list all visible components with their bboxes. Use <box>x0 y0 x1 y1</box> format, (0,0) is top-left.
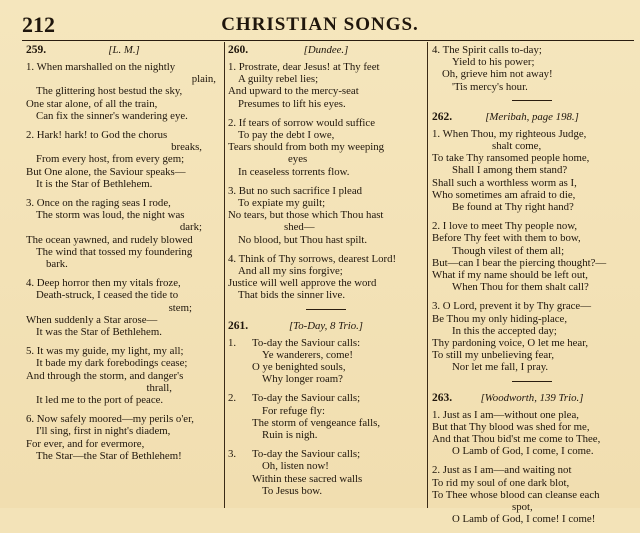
stanza <box>26 129 222 190</box>
verse-line: 1. Prostrate, dear Jesus! at Thy feet <box>228 61 380 73</box>
verse-line: But that Thy blood was shed for me, <box>432 420 590 433</box>
verse-line: thrall, <box>146 381 172 394</box>
verse-line: When Thou for them shalt call? <box>452 281 589 294</box>
verse-line: To pay the debt I owe, <box>238 129 335 142</box>
verse-line: To Jesus bow. <box>262 484 323 497</box>
stanza <box>26 61 222 122</box>
column-divider <box>427 42 428 508</box>
stanza-number: 1. <box>228 336 237 349</box>
verse-line: The wind that tossed my foundering <box>36 245 193 258</box>
verse-line: It is the Star of Bethlehem. <box>36 177 153 190</box>
verse-line: A guilty rebel lies; <box>238 73 319 86</box>
verse-line: And upward to the mercy-seat <box>228 85 359 98</box>
verse-line: One star alone, of all the train, <box>26 97 158 110</box>
hymn-meter: [L. M.] <box>108 44 140 56</box>
hymn-meter: [Woodworth, 139 Trio.] <box>480 391 584 404</box>
verse-line: Be Thou my only hiding-place, <box>432 312 568 325</box>
verse-line: 'Tis mercy's hour. <box>452 80 528 93</box>
verse-line: 4. The Spirit calls to-day; <box>432 44 542 56</box>
page-header <box>0 8 640 38</box>
hymn-meter: [Dundee.] <box>303 44 349 56</box>
verse-line: 4. Deep horror then my vitals froze, <box>26 277 181 290</box>
stanza <box>432 220 632 293</box>
verse-line: And that Thou bid'st me come to Thee, <box>432 433 601 446</box>
column-right <box>432 44 632 533</box>
page-title: CHRISTIAN SONGS. <box>221 14 419 35</box>
verse-line: Yield to his power; <box>452 56 535 69</box>
stanza <box>432 409 632 458</box>
verse-line: To-day the Saviour calls; <box>252 448 361 461</box>
verse-line: What if my name should be left out, <box>432 269 588 282</box>
stanza <box>228 185 424 246</box>
verse-line: Nor let me fall, I pray. <box>452 361 549 374</box>
hymn-heading <box>228 320 424 334</box>
verse-line: Thy pardoning voice, O let me hear, <box>432 337 589 350</box>
verse-line: The storm of vengeance falls, <box>252 416 381 429</box>
verse-line: But—can I bear the piercing thought?— <box>432 256 607 269</box>
verse-line: 2. I love to meet Thy people now, <box>432 220 578 233</box>
verse-line: Oh, grieve him not away! <box>442 68 553 81</box>
verse-line: No tears, but those which Thou hast <box>228 209 384 222</box>
verse-line: Ruin is nigh. <box>262 429 318 442</box>
stanza <box>228 117 424 178</box>
column-left <box>26 44 222 469</box>
verse-line: 3. But no such sacrifice I plead <box>228 184 363 197</box>
stanza <box>432 300 632 373</box>
verse-line: Justice will well approve the word <box>228 277 377 290</box>
hymn-meter: [Meribah, page 198.] <box>485 110 579 123</box>
hymn-number: 263. <box>432 391 453 404</box>
hymn-number: 260. <box>228 44 249 56</box>
verse-line: In this the accepted day; <box>452 324 557 337</box>
stanza-number: 2. <box>228 392 237 405</box>
verse-line: O Lamb of God, I come, I come. <box>452 445 594 458</box>
verse-line: Oh, listen now! <box>262 460 329 473</box>
stanza <box>228 253 424 302</box>
section-separator <box>306 309 346 310</box>
hymn-heading <box>432 392 632 406</box>
verse-line: The glittering host bestud the sky, <box>36 85 183 98</box>
stanza <box>26 277 222 338</box>
verse-line: From every host, from every gem; <box>36 153 185 166</box>
verse-line: To-day the Saviour calls: <box>252 336 361 349</box>
verse-line: spot, <box>512 501 533 514</box>
column-middle <box>228 44 424 504</box>
verse-line: 2. Just as I am—and waiting not <box>432 464 572 477</box>
verse-line: No blood, but Thou hast spilt. <box>238 233 368 246</box>
verse-line: Why longer roam? <box>262 373 343 386</box>
verse-line: bark. <box>46 258 68 271</box>
verse-line: 3. O Lord, prevent it by Thy grace— <box>432 300 592 313</box>
verse-line: Tears should from both my weeping <box>228 141 385 154</box>
header-rule <box>22 40 634 41</box>
verse-line: Shall I among them stand? <box>452 164 568 177</box>
verse-line: 1. When marshalled on the nightly <box>26 61 176 73</box>
stanza-number: 3. <box>228 448 237 461</box>
hymn-meter: [To-Day, 8 Trio.] <box>288 319 363 332</box>
hymn-number: 261. <box>228 319 249 332</box>
verse-line: To still my unbelieving fear, <box>432 349 555 362</box>
verse-line: The ocean yawned, and rudely blowed <box>26 233 193 246</box>
verse-line: Can fix the sinner's wandering eye. <box>36 109 188 122</box>
verse-line: Though vilest of them all; <box>452 244 565 257</box>
stanza <box>228 337 424 386</box>
verse-line: In ceaseless torrents flow. <box>238 165 350 178</box>
verse-line: Death-struck, I ceased the tide to <box>36 289 179 302</box>
verse-line: Who sometimes am afraid to die, <box>432 188 576 201</box>
verse-line: And through the storm, and danger's <box>26 369 184 382</box>
verse-line: dark; <box>179 221 202 234</box>
verse-line: For ever, and for evermore, <box>26 437 145 450</box>
verse-line: To Thee whose blood can cleanse each <box>432 488 600 501</box>
hymn-heading <box>432 111 632 125</box>
verse-line: But One alone, the Saviour speaks— <box>26 165 186 178</box>
verse-line: The Star—the Star of Bethlehem! <box>36 449 182 462</box>
verse-line: eyes <box>288 153 308 166</box>
column-divider <box>224 42 225 508</box>
verse-line: To-day the Saviour calls; <box>252 392 361 405</box>
hymn-number: 262. <box>432 110 453 123</box>
verse-line: It led me to the port of peace. <box>36 394 164 407</box>
verse-line: Ye wanderers, come! <box>262 348 353 361</box>
verse-line: 2. Hark! hark! to God the chorus <box>26 129 168 142</box>
verse-line: It was the Star of Bethlehem. <box>36 326 162 339</box>
stanza <box>432 464 632 525</box>
verse-line: I'll sing, first in night's diadem, <box>36 425 171 438</box>
section-separator <box>512 381 552 382</box>
stanza <box>26 345 222 406</box>
verse-line: 3. Once on the raging seas I rode, <box>26 197 171 210</box>
verse-line: breaks, <box>171 141 202 154</box>
verse-line: When suddenly a Star arose— <box>26 313 158 326</box>
stanza <box>228 61 424 110</box>
stanza <box>228 392 424 441</box>
hymn-number: 259. <box>26 44 47 56</box>
page-number: 212 <box>22 12 55 37</box>
stanza <box>432 128 632 213</box>
verse-line: To rid my soul of one dark blot, <box>432 476 570 489</box>
verse-line: 1. Just as I am—without one plea, <box>432 408 579 421</box>
verse-line: shalt come, <box>492 140 542 153</box>
stanza <box>26 197 222 270</box>
stanza <box>228 448 424 497</box>
stanza <box>432 44 632 93</box>
verse-line: O ye benighted souls, <box>252 361 346 374</box>
verse-line: Presumes to lift his eyes. <box>238 97 346 110</box>
verse-line: Be found at Thy right hand? <box>452 201 574 214</box>
verse-line: For refuge fly: <box>262 404 325 417</box>
verse-line: shed— <box>284 221 315 234</box>
verse-line: To expiate my guilt; <box>238 197 326 210</box>
verse-line: And all my sins forgive; <box>238 265 343 278</box>
verse-line: To take Thy ransomed people home, <box>432 152 590 165</box>
verse-line: Shall such a worthless worm as I, <box>432 176 577 189</box>
verse-line: 2. If tears of sorrow would suffice <box>228 116 376 129</box>
hymn-heading <box>228 44 424 58</box>
verse-line: That bids the sinner live. <box>238 289 346 302</box>
verse-line: 6. Now safely moored—my perils o'er, <box>26 413 194 426</box>
verse-line: plain, <box>191 73 216 86</box>
verse-line: Within these sacred walls <box>252 472 363 485</box>
verse-line: It bade my dark forebodings cease; <box>36 357 188 370</box>
section-separator <box>512 100 552 101</box>
verse-line: 1. When Thou, my righteous Judge, <box>432 127 587 140</box>
verse-line: stem; <box>168 301 192 314</box>
hymn-heading <box>26 44 222 58</box>
stanza <box>26 413 222 462</box>
verse-line: 4. Think of Thy sorrows, dearest Lord! <box>228 252 397 265</box>
verse-line: O Lamb of God, I come! I come! <box>452 513 596 526</box>
verse-line: 5. It was my guide, my light, my all; <box>26 345 184 358</box>
verse-line: Before Thy feet with them to bow, <box>432 232 581 245</box>
verse-line: The storm was loud, the night was <box>36 209 185 222</box>
